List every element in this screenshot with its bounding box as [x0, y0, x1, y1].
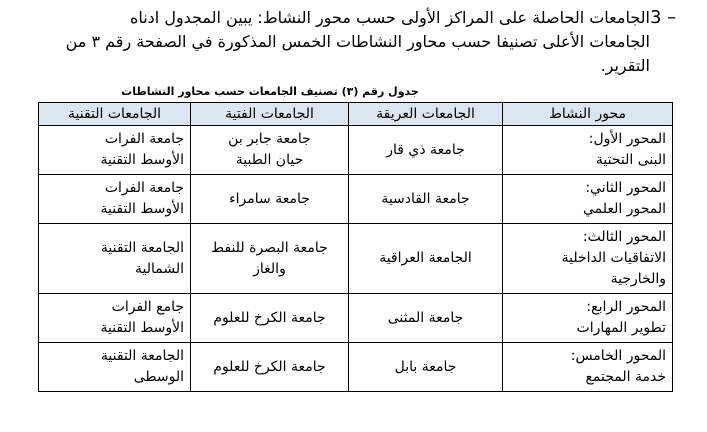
- cell-old-university: [349, 175, 503, 224]
- cell-line: المحور العلمي: [582, 201, 666, 217]
- cell-line: جامعة جابر بن: [228, 131, 311, 147]
- item-number: 3 –: [650, 7, 677, 28]
- cell-line: المحور الثاني:: [585, 180, 666, 196]
- cell-line: تطوير المهارات: [576, 320, 666, 336]
- cell-line: جامعة الفرات: [104, 131, 184, 147]
- paragraph-line: الجامعات الأعلى تصنيفا حسب محاور النشاطات الخمس المذكورة في الصفحة رقم ٣ من: [65, 32, 650, 51]
- cell-line: المحور الأول:: [588, 131, 666, 147]
- cell-line: جامعة سامراء: [229, 190, 310, 207]
- cell-old-university: [349, 343, 503, 392]
- cell-axis: [503, 126, 673, 175]
- header-activity-axis: محور النشاط: [503, 103, 673, 126]
- cell-line: جامع الفرات: [111, 299, 184, 315]
- header-technical-universities: الجامعات التقنية: [39, 103, 191, 126]
- table-caption: جدول رقم (٣) تصنيف الجامعات حسب محاور النشاطات: [121, 85, 419, 98]
- cell-line: خدمة المجتمع: [585, 369, 666, 385]
- cell-young-university: [191, 294, 349, 343]
- cell-line: الشمالية: [135, 260, 184, 277]
- cell-line: المحور الرابع:: [586, 299, 666, 315]
- university-ranking-table: [38, 102, 673, 392]
- paragraph-line: التقرير.: [600, 56, 650, 75]
- cell-old-university: [349, 294, 503, 343]
- cell-line: البنى التحتية: [595, 152, 666, 168]
- cell-line: جامعة المثنى: [387, 309, 464, 326]
- cell-line: جامعة البصرة للنفط: [211, 239, 328, 256]
- cell-old-university: [349, 126, 503, 175]
- cell-axis: [503, 224, 673, 294]
- cell-technical-university: [39, 224, 191, 294]
- cell-line: الجامعة التقنية: [100, 239, 184, 256]
- cell-line: المحور الخامس:: [570, 348, 666, 364]
- header-old-universities: الجامعات العريقة: [349, 103, 503, 126]
- cell-line: الأوسط التقنية: [100, 320, 184, 336]
- cell-young-university: [191, 175, 349, 224]
- cell-line: جامعة بابل: [394, 358, 457, 375]
- cell-line: جامعة القادسية: [381, 190, 470, 207]
- cell-line: الوسطى: [133, 369, 184, 385]
- table-header-row: [39, 103, 673, 126]
- cell-young-university: [191, 343, 349, 392]
- cell-line: الجامعة التقنية: [100, 348, 184, 364]
- cell-line: الجامعة العراقية: [379, 250, 472, 266]
- cell-line: والخارجية: [610, 271, 666, 287]
- cell-old-university: [349, 224, 503, 294]
- cell-axis: [503, 175, 673, 224]
- cell-axis: [503, 294, 673, 343]
- table-row: [39, 224, 673, 294]
- cell-axis: [503, 343, 673, 392]
- cell-technical-university: [39, 294, 191, 343]
- cell-line: حيان الطبية: [235, 152, 304, 168]
- paragraph-line: الجامعات الحاصلة على المراكز الأولى حسب محور النشاط: يبين المجدول ادناه: [129, 8, 650, 27]
- cell-technical-university: [39, 126, 191, 175]
- cell-young-university: [191, 126, 349, 175]
- cell-line: الأوسط التقنية: [100, 201, 184, 217]
- cell-line: جامعة الكرخ للعلوم: [213, 358, 326, 375]
- table-row: [39, 175, 673, 224]
- cell-line: المحور الثالث:: [582, 229, 666, 245]
- cell-technical-university: [39, 175, 191, 224]
- cell-technical-university: [39, 343, 191, 392]
- cell-line: الأوسط التقنية: [100, 152, 184, 168]
- table-row: [39, 294, 673, 343]
- cell-line: جامعة الفرات: [104, 180, 184, 196]
- cell-line: والغاز: [253, 260, 286, 277]
- table-row: [39, 126, 673, 175]
- cell-line: جامعة الكرخ للعلوم: [213, 309, 326, 326]
- header-young-universities: الجامعات الفتية: [191, 103, 349, 126]
- intro-paragraph: [65, 6, 650, 78]
- table-row: [39, 343, 673, 392]
- cell-line: الاتفاقيات الداخلية: [561, 250, 666, 266]
- cell-line: جامعة ذي قار: [386, 141, 465, 158]
- cell-young-university: [191, 224, 349, 294]
